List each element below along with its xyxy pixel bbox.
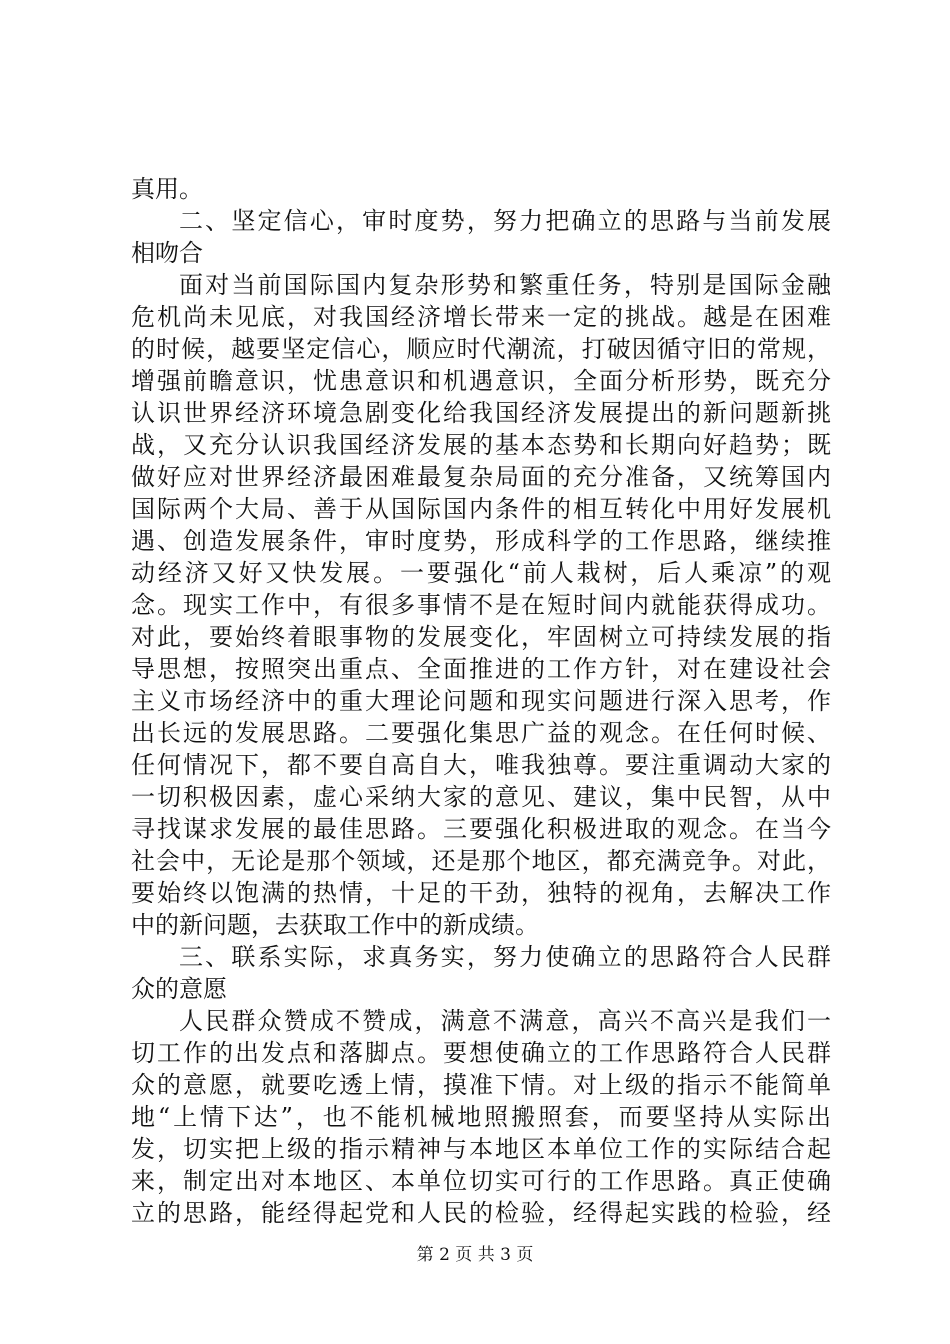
text-line: 面对当前国际国内复杂形势和繁重任务，特别是国际金融 [179,271,831,299]
text-line: 地“上情下达”，也不能机械地照搬照套，而要坚持从实际出 [131,1103,831,1131]
text-line: 危机尚未见底，对我国经济增长带来一定的挑战。越是在困难 [131,303,831,331]
text-line: 寻找谋求发展的最佳思路。三要强化积极进取的观念。在当今 [131,815,831,843]
text-line: 发，切实把上级的指示精神与本地区本单位工作的实际结合起 [131,1135,831,1163]
text-line: 主义市场经济中的重大理论问题和现实问题进行深入思考，作 [131,687,831,715]
document-body [131,173,831,1229]
text-line: 要始终以饱满的热情，十足的干劲，独特的视角，去解决工作 [131,879,831,907]
text-line: 念。现实工作中，有很多事情不是在短时间内就能获得成功。 [131,591,831,619]
text-line: 相吻合 [131,239,203,267]
text-line: 导思想，按照突出重点、全面推进的工作方针，对在建设社会 [131,655,831,683]
text-line: 一切积极因素，虚心采纳大家的意见、建议，集中民智，从中 [131,783,831,811]
text-line: 真用。 [131,175,203,203]
text-line: 众的意愿，就要吃透上情，摸准下情。对上级的指示不能简单 [131,1071,831,1099]
text-line: 增强前瞻意识，忧患意识和机遇意识，全面分析形势，既充分 [131,367,831,395]
text-line: 任何情况下，都不要自高自大，唯我独尊。要注重调动大家的 [131,751,831,779]
text-line: 立的思路，能经得起党和人民的检验，经得起实践的检验，经 [131,1199,831,1227]
text-line: 众的意愿 [131,975,227,1003]
text-line: 动经济又好又快发展。一要强化“前人栽树，后人乘凉”的观 [131,559,831,587]
text-line: 对此，要始终着眼事物的发展变化，牢固树立可持续发展的指 [131,623,831,651]
text-line: 二、坚定信心，审时度势，努力把确立的思路与当前发展 [179,207,831,235]
text-line: 切工作的出发点和落脚点。要想使确立的工作思路符合人民群 [131,1039,831,1067]
text-line: 社会中，无论是那个领域，还是那个地区，都充满竞争。对此， [131,847,831,875]
text-line: 遇、创造发展条件，审时度势，形成科学的工作思路，继续推 [131,527,831,555]
text-line: 三、联系实际，求真务实，努力使确立的思路符合人民群 [179,943,831,971]
text-line: 中的新问题，去获取工作中的新成绩。 [131,911,539,939]
text-line: 战，又充分认识我国经济发展的基本态势和长期向好趋势；既 [131,431,831,459]
text-line: 的时候，越要坚定信心，顺应时代潮流，打破因循守旧的常规， [131,335,831,363]
text-line: 认识世界经济环境急剧变化给我国经济发展提出的新问题新挑 [131,399,831,427]
page-footer: 第 2 页 共 3 页 [416,1245,534,1265]
text-line: 来，制定出对本地区、本单位切实可行的工作思路。真正使确 [131,1167,831,1195]
text-line: 国际两个大局、善于从国际国内条件的相互转化中用好发展机 [131,495,831,523]
text-line: 出长远的发展思路。二要强化集思广益的观念。在任何时候、 [131,719,831,747]
text-line: 做好应对世界经济最困难最复杂局面的充分准备，又统筹国内 [131,463,831,491]
text-line: 人民群众赞成不赞成，满意不满意，高兴不高兴是我们一 [179,1007,831,1035]
